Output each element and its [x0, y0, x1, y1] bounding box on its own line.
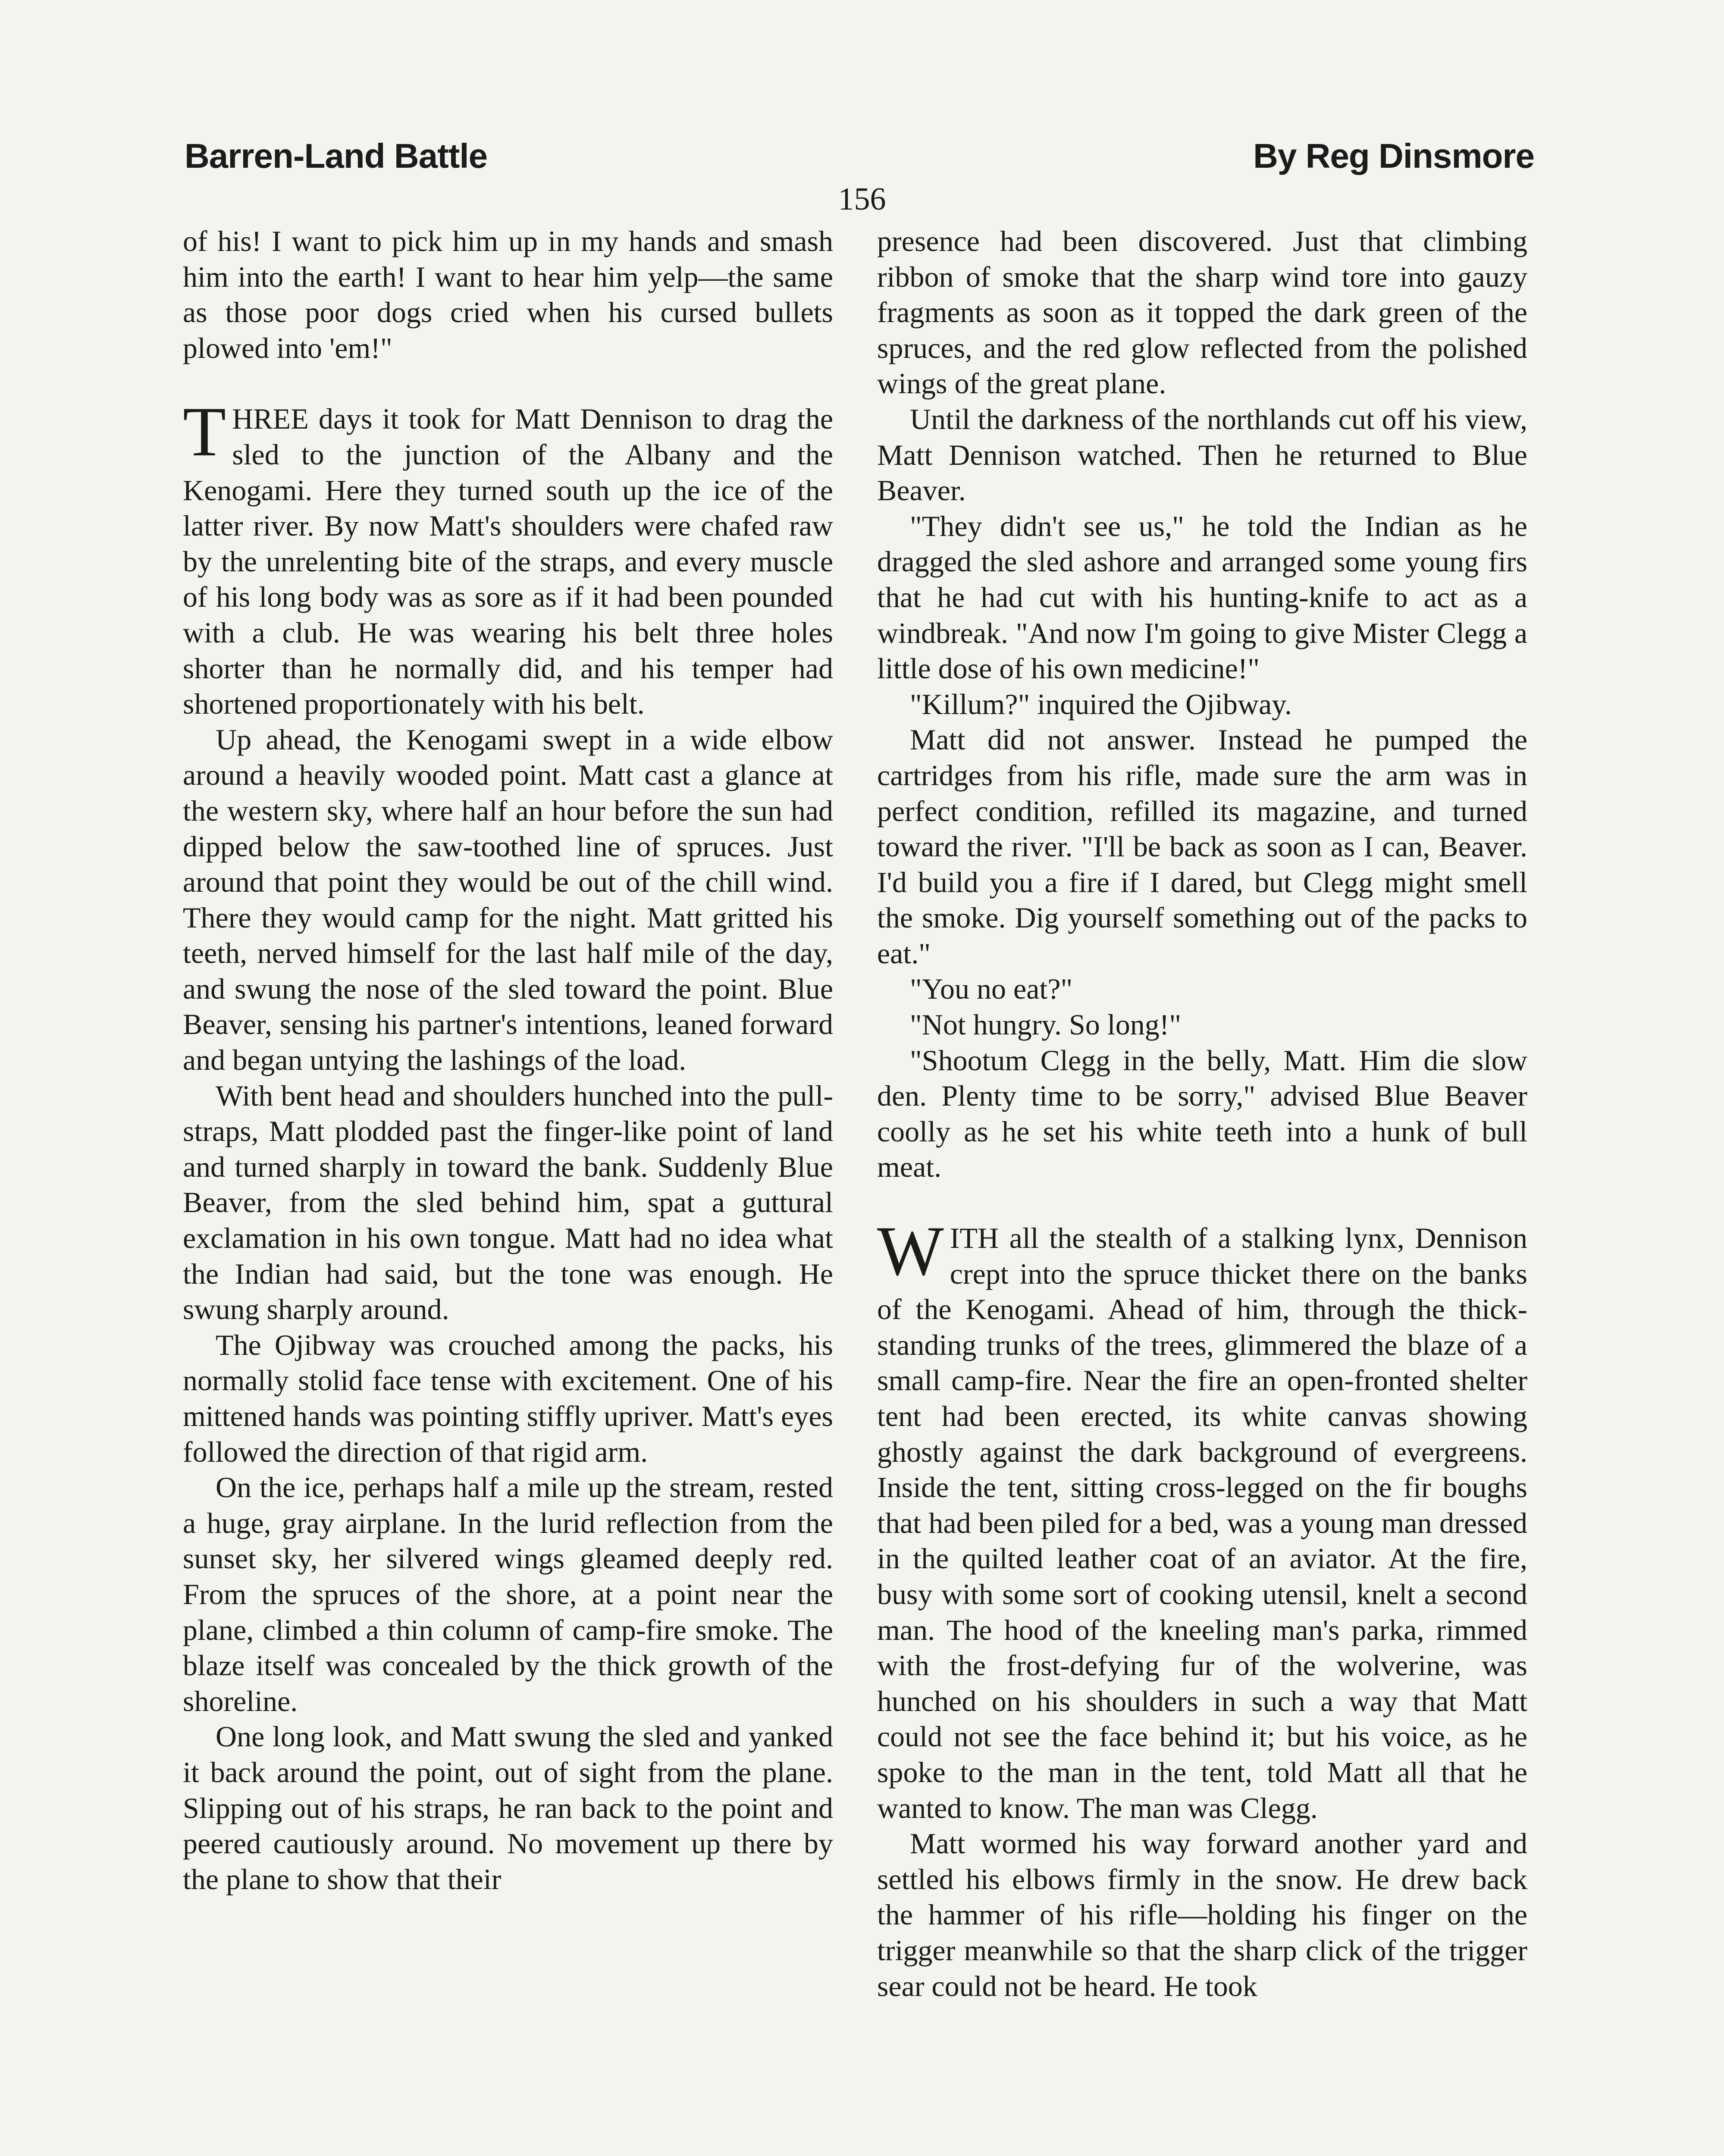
drop-cap-letter: W [877, 1212, 944, 1291]
running-head [185, 136, 1534, 188]
paragraph: On the ice, perhaps half a mile up the stream, rested a huge, gray airplane. In the lurid reflection from the sunset sky, her silvered wings gleamed deeply red. From the spruces of the shore, at a point near the plane, climbed a thin column of camp-fire smoke. The blaze itself was concealed by the thick growth of the shoreline. [183, 1471, 833, 1717]
paragraph: One long look, and Matt swung the sled and yanked it back around the point, out of sight from the plane. Slipping out of his straps, he ran back to the point and peered cautiously around. No movement up there by the plane to show that their [183, 1720, 833, 1896]
paragraph: "Killum?" inquired the Ojibway. [910, 687, 1292, 721]
page-number: 156 [838, 182, 886, 217]
paragraph: With bent head and shoulders hunched into the pull-straps, Matt plodded past the finger-like point of land and turned sharply in toward the bank. Suddenly Blue Beaver, from the sled behind him, spat a guttural exclamation in his own tongue. Matt had no idea what the Indian had said, but the tone was enough. He swung sharply around. [183, 1079, 833, 1326]
paragraph: Matt wormed his way forward another yard and settled his elbows firmly in the snow. He drew back the hammer of his rifle—holding his finger on the trigger meanwhile so that the sharp click of the trigger sear could not be heard. He took [877, 1827, 1527, 2002]
paragraph-drop-cap [877, 1212, 1527, 1826]
paragraph: "You no eat?" [910, 972, 1073, 1006]
paragraph: "Shootum Clegg in the belly, Matt. Him die slow den. Plenty time to be sorry," advised Blue Beaver coolly as he set his white teeth into a hunk of bull meat. [877, 1044, 1527, 1184]
paragraph: Matt did not answer. Instead he pumped the cartridges from his rifle, made sure the arm was in perfect condition, refilled its magazine, and turned toward the river. "I'll be back as soon as I can, Beaver. I'd build you a fire if I dared, but Clegg might smell the smoke. Dig yourself something out of the packs to eat." [877, 723, 1527, 970]
story-author: By Reg Dinsmore [1253, 137, 1534, 175]
paragraph-text: ITH all the stealth of a stalking lynx, Dennison crept into the spruce thicket there on the banks of the Kenogami. Ahead of him, through the thick-standing trunks of the trees, glimmered the blaze of a small camp-fire. Near the fire an open-fronted shelter tent had been erected, its white canvas showing ghostly against the dark background of evergreens. Inside the tent, sitting cross-legged on the fir boughs that had been piled for a bed, was a young man dressed in the quilted leather coat of an aviator. At the fire, busy with some sort of cooking utensil, knelt a second man. The hood of the kneeling man's parka, rimmed with the frost-defying fur of the wolverine, was hunched on his shoulders in such a way that Matt could not see the face behind it; but his voice, as he spoke to the man in the tent, told Matt all that he wanted to know. The man was Clegg. [877, 1222, 1527, 1824]
paragraph: "They didn't see us," he told the Indian as he dragged the sled ashore and arranged some young firs that he had cut with his hunting-knife to act as a windbreak. "And now I'm going to give Mister Clegg a little dose of his own medicine!" [877, 509, 1527, 685]
left-column [183, 223, 833, 1897]
paragraph: presence had been discovered. Just that climbing ribbon of smoke that the sharp wind tore into gauzy fragments as soon as it topped the dark green of the spruces, and the red glow reflected from the polished wings of the great plane. [877, 225, 1527, 400]
paragraph: of his! I want to pick him up in my hands and smash him into the earth! I want to hear him yelp—the same as those poor dogs cried when his cursed bullets plowed into 'em!" [183, 225, 833, 364]
right-column [877, 223, 1527, 2004]
paragraph: "Not hungry. So long!" [910, 1008, 1182, 1041]
story-title: Barren-Land Battle [185, 137, 488, 175]
paragraph: Up ahead, the Kenogami swept in a wide elbow around a heavily wooded point. Matt cast a glance at the western sky, where half an hour before the sun had dipped below the saw-toothed line of spruces. Just around that point they would be out of the chill wind. There they would camp for the night. Matt gritted his teeth, nerved himself for the last half mile of the day, and swung the nose of the sled toward the point. Blue Beaver, sensing his partner's intentions, leaned forward and began untying the lashings of the load. [183, 723, 833, 1077]
paragraph: Until the darkness of the northlands cut off his view, Matt Dennison watched. Then he returned to Blue Beaver. [877, 402, 1527, 507]
paragraph-text: HREE days it took for Matt Dennison to drag the sled to the junction of the Albany and the Kenogami. Here they turned south up the ice of the latter river. By now Matt's shoulders were chafed raw by the unrelenting bite of the straps, and every muscle of his long body was as sore as if it had been pounded with a club. He was wearing his belt three holes shorter than he normally did, and his temper had shortened proportionately with his belt. [183, 402, 833, 721]
paragraph-drop-cap [183, 393, 833, 721]
paragraph: The Ojibway was crouched among the packs, his normally stolid face tense with excitement. One of his mittened hands was pointing stiffly upriver. Matt's eyes followed the direction of that rigid arm. [183, 1328, 833, 1468]
drop-cap-letter: T [183, 393, 226, 471]
